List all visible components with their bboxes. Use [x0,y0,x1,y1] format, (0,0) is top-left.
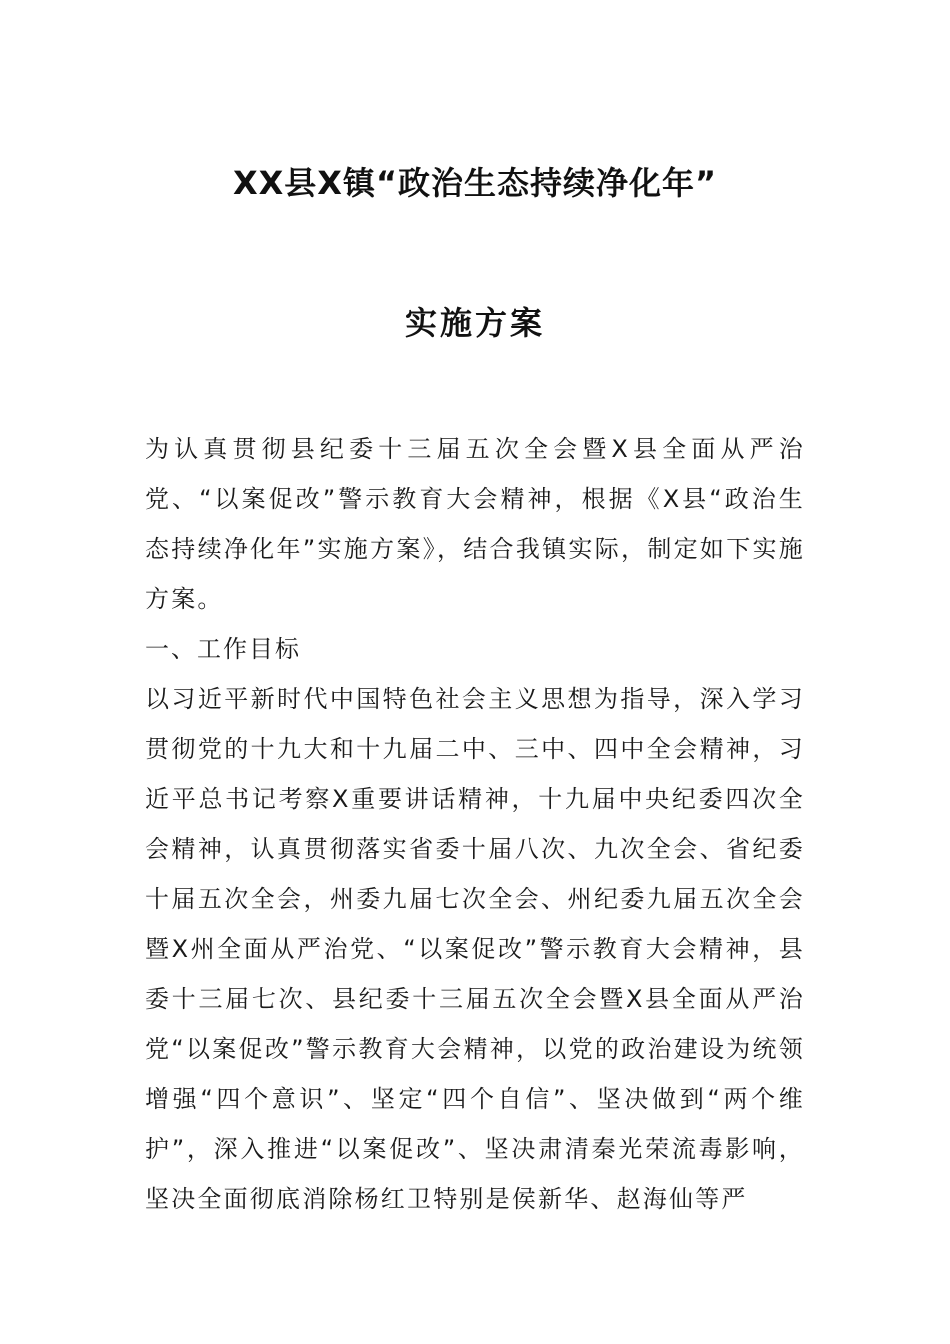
section-paragraph-goals: 以习近平新时代中国特色社会主义思想为指导，深入学习贯彻党的十九大和十九届二中、三中、四中全会精神，习近平总书记考察X重要讲话精神，十九届中央纪委四次全会精神，认真贯彻落实省委十届八次、九次全会、省纪委十届五次全会，州委九届七次全会、州纪委九届五次全会暨X州全面从严治党、“以案促改”警示教育大会精神，县委十三届七次、县纪委十三届五次全会暨X县全面从严治党“以案促改”警示教育大会精神，以党的政治建设为统领增强“四个意识”、坚定“四个自信”、坚决做到“两个维护”，深入推进“以案促改”、坚决肃清秦光荣流毒影响，坚决全面彻底消除杨红卫特别是侯新华、赵海仙等严 [145,685,805,1213]
document-title: XX县X镇“政治生态持续净化年” [232,164,718,202]
document-body [145,424,805,1224]
intro-paragraph: 为认真贯彻县纪委十三届五次全会暨X县全面从严治党、“以案促改”警示教育大会精神，根据《X县“政治生态持续净化年”实施方案》，结合我镇实际，制定如下实施方案。 [145,435,805,613]
section-heading-goals: 一、工作目标 [145,635,301,663]
document-subtitle: 实施方案 [404,304,545,342]
